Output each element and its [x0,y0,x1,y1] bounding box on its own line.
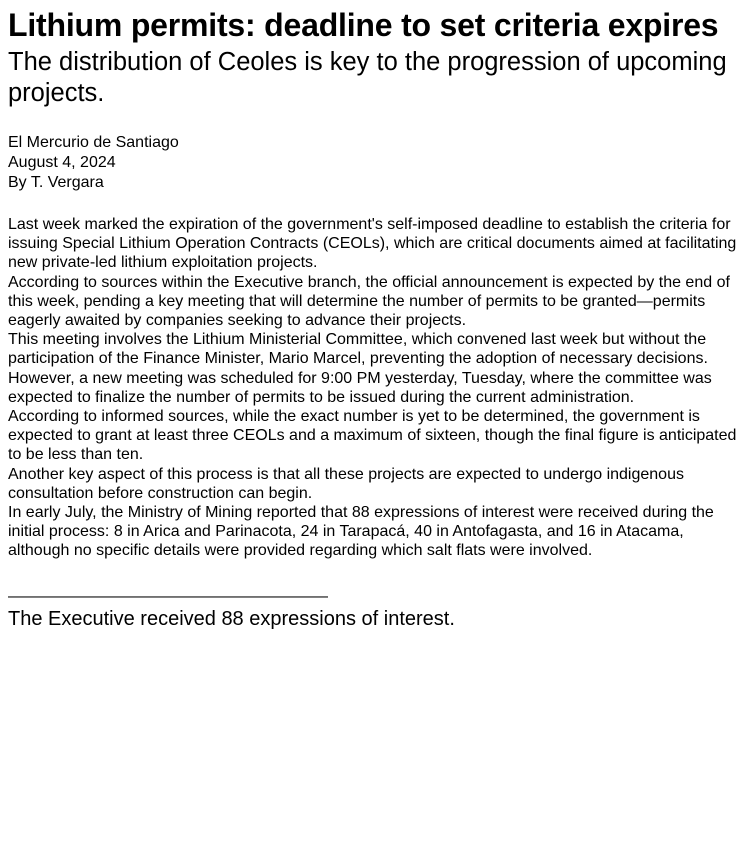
paragraph: According to informed sources, while the exact number is yet to be determined, the government is expected to grant at least three CEOLs and a maximum of sixteen, though the final figure is anticipated to be less than ten. [8,408,737,464]
headline: Lithium permits: deadline to set criteria expires [8,7,719,43]
byline: By T. Vergara [8,174,104,191]
article-meta [8,133,740,193]
divider-line: ———————————————————— [8,587,328,605]
source-name: El Mercurio de Santiago [8,134,179,151]
paragraph: Another key aspect of this process is that all these projects are expected to undergo indigenous consultation before construction can begin. [8,465,684,502]
publication-date: August 4, 2024 [8,154,116,171]
pull-quote: The Executive received 88 expressions of interest. [8,607,455,630]
paragraph: This meeting involves the Lithium Ministerial Committee, which convened last week but without the participation of the Finance Minister, Mario Marcel, preventing the adoption of necessary decisions. [8,331,708,368]
paragraph: Last week marked the expiration of the government's self-imposed deadline to establish the criteria for issuing Special Lithium Operation Contracts (CEOLs), which are critical documents aimed at facilitating new private-led lithium exploitation projects. [8,216,737,272]
subheadline: The distribution of Ceoles is key to the progression of upcoming projects. [8,48,727,107]
paragraph: In early July, the Ministry of Mining reported that 88 expressions of interest were received during the initial process: 8 in Arica and Parinacota, 24 in Tarapacá, 40 in Antofagasta, and 16 in Atacama, although no specific details were provided regarding which salt flats were involved. [8,504,714,560]
paragraph: However, a new meeting was scheduled for 9:00 PM yesterday, Tuesday, where the committee was expected to finalize the number of permits to be issued during the current administration. [8,369,712,406]
paragraph: According to sources within the Executive branch, the official announcement is expected by the end of this week, pending a key meeting that will determine the number of permits to be granted—permits eagerly awaited by companies seeking to advance their projects. [8,273,730,330]
article-body [8,215,740,561]
